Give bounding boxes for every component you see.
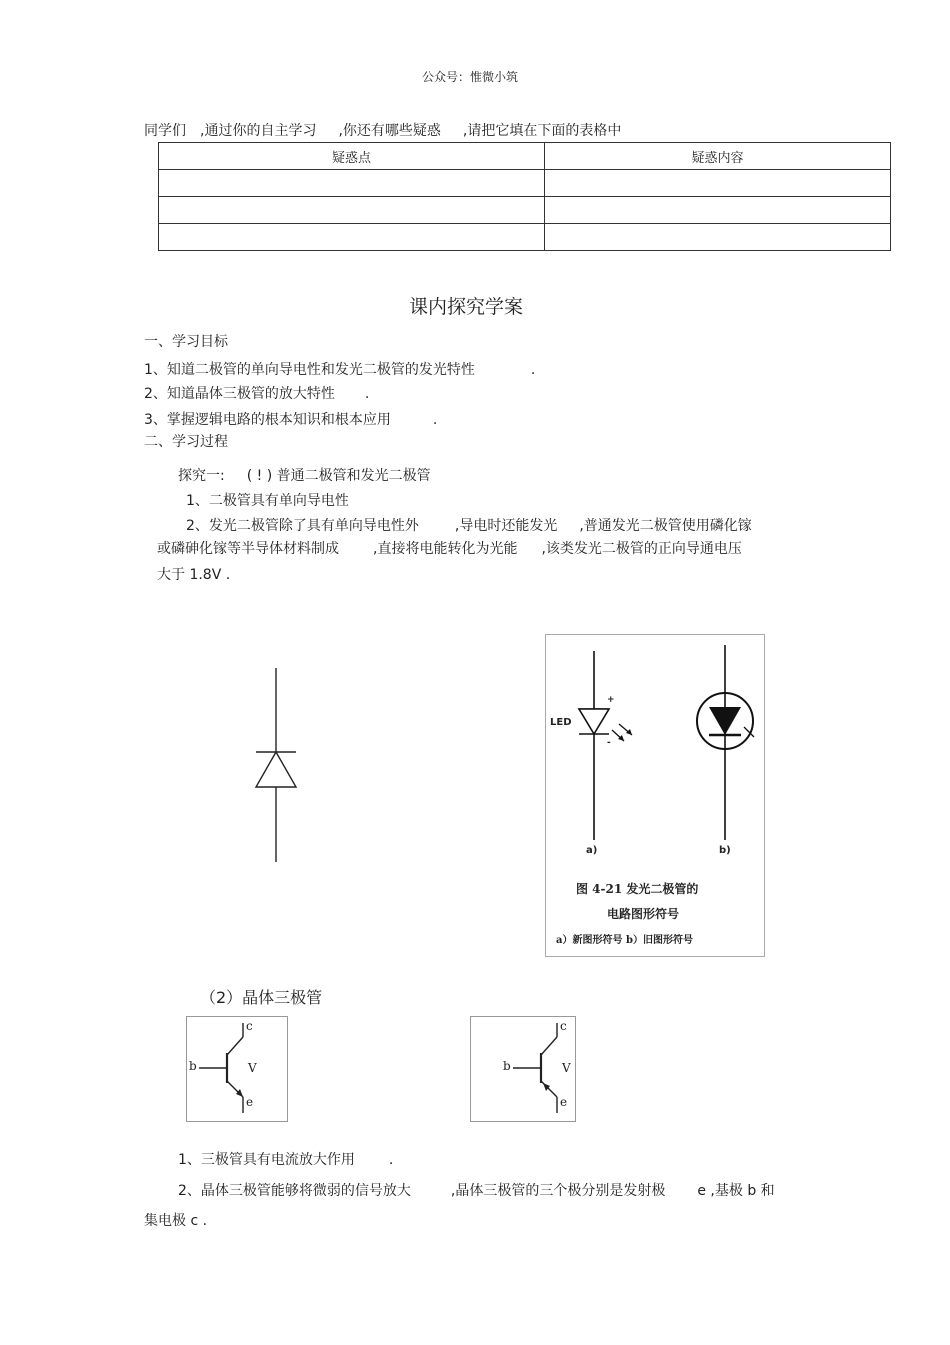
paragraph-part: 1、三极管具有电流放大作用 — [178, 1152, 355, 1168]
plus-label: + — [607, 695, 615, 705]
collector-label: c — [560, 1019, 567, 1033]
goal-text: 2、知道晶体三极管的放大特性 — [144, 386, 335, 402]
fig-b-label: b) — [719, 845, 731, 856]
process-heading: 二、学习过程 — [144, 434, 228, 450]
paragraph-part: 2、晶体三极管能够将微弱的信号放大 — [178, 1183, 411, 1199]
goal-dot: . — [530, 362, 536, 378]
process-paragraph — [157, 538, 742, 558]
table-cell[interactable] — [545, 224, 891, 251]
fig-a-label: a) — [586, 845, 598, 856]
transistor-paragraph — [178, 1149, 393, 1169]
led-label: LED — [550, 717, 572, 728]
process-paragraph — [186, 515, 752, 535]
intro-part: ,你还有哪些疑惑 — [338, 123, 441, 139]
intro-part: ,通过你的自主学习 — [200, 123, 317, 139]
explore-topic: ( ! ) 普通二极管和发光二极管 — [246, 468, 431, 484]
table-cell[interactable] — [159, 170, 545, 197]
goal-item — [144, 383, 369, 403]
table-cell[interactable] — [159, 197, 545, 224]
base-label: b — [503, 1059, 511, 1073]
paragraph-part: ,导电时还能发光 — [454, 518, 558, 534]
table-header-row — [159, 143, 891, 170]
table-header-cell: 疑惑点 — [159, 143, 545, 170]
explore-label: 探究一: — [178, 468, 225, 484]
device-label: V — [562, 1061, 571, 1075]
emitter-label: e — [560, 1095, 568, 1109]
table-header-cell: 疑惑内容 — [545, 143, 891, 170]
paragraph-part: 或磷砷化镓等半导体材料制成 — [157, 541, 339, 557]
transistor-paragraph: 集电极 c . — [144, 1213, 208, 1229]
paragraph-part: ,直接将电能转化为光能 — [373, 541, 518, 557]
table-row — [159, 170, 891, 197]
paragraph-part: ,晶体三极管的三个极分别是发射极 — [450, 1183, 666, 1199]
minus-label: - — [607, 738, 611, 748]
paragraph-part: ,普通发光二极管使用磷化镓 — [579, 518, 752, 534]
goal-item — [144, 359, 535, 379]
transistor-pnp-figure — [470, 1016, 576, 1122]
figure-caption: 电路图形符号 — [607, 907, 680, 921]
led-figure — [545, 634, 765, 957]
table-cell[interactable] — [545, 170, 891, 197]
intro-part: 同学们 — [144, 123, 186, 139]
npn-symbol-svg — [187, 1017, 287, 1121]
goal-text: 3、掌握逻辑电路的根本知识和根本应用 — [144, 412, 391, 428]
explore-line — [178, 465, 431, 485]
goals-heading: 一、学习目标 — [144, 334, 228, 350]
transistor-npn-figure — [186, 1016, 288, 1122]
process-paragraph: 大于 1.8V . — [157, 567, 231, 583]
goal-dot: . — [364, 386, 370, 402]
emitter-label: e — [246, 1095, 254, 1109]
goal-dot: . — [432, 412, 438, 428]
table-cell[interactable] — [545, 197, 891, 224]
transistor-paragraph — [178, 1180, 775, 1200]
table-cell[interactable] — [159, 224, 545, 251]
collector-label: c — [246, 1019, 253, 1033]
transistor-heading: （2）晶体三极管 — [200, 988, 323, 1007]
table-row — [159, 197, 891, 224]
paragraph-part: ,该类发光二极管的正向导通电压 — [541, 541, 742, 557]
paragraph-part: e ,基极 b 和 — [697, 1183, 775, 1199]
intro-part: ,请把它填在下面的表格中 — [462, 123, 622, 139]
diode-symbol — [240, 668, 310, 864]
table-row — [159, 224, 891, 251]
goal-item — [144, 409, 437, 429]
goal-text: 1、知道二极管的单向导电性和发光二极管的发光特性 — [144, 362, 475, 378]
paragraph-part: 2、发光二极管除了具有单向导电性外 — [186, 518, 419, 534]
figure-caption-sub: a）新图形符号 b）旧图形符号 — [556, 935, 693, 946]
doubt-table — [158, 142, 891, 251]
page-header: 公众号：惟微小筑 — [422, 70, 519, 84]
section-title: 课内探究学案 — [409, 296, 524, 318]
paragraph-dot: . — [388, 1152, 394, 1168]
base-label: b — [189, 1059, 197, 1073]
intro-text — [144, 120, 621, 140]
process-paragraph: 1、二极管具有单向导电性 — [186, 493, 349, 509]
figure-caption: 图 4-21 发光二极管的 — [576, 882, 699, 896]
device-label: V — [248, 1061, 257, 1075]
